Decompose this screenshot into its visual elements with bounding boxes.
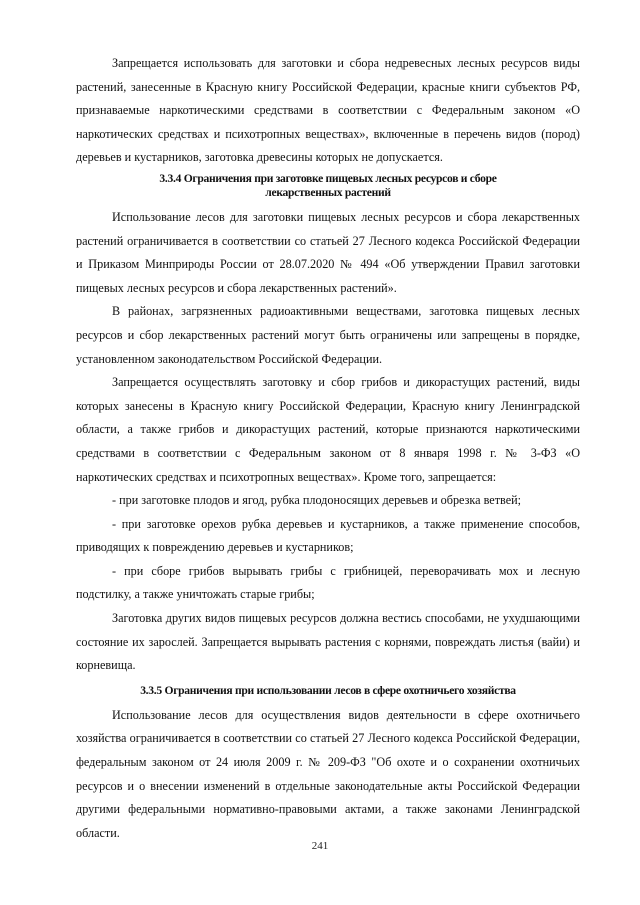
- paragraph: Использование лесов для осуществления видов деятельности в сфере охотничьего хозяйства ограничивается в соответствии со статьей 27 Лесного кодекса Российской Федерации, федеральным законом от 24 июля 2009 г. № 209-ФЗ "Об охоте и о сохранении охотничьих ресурсов и о внесении изменений в отдельные законодательные акты Российской Федерации другими федеральными нормативно-правовыми актами, а также законами Ленинградской области.: [76, 707, 580, 840]
- list-item: - при заготовке плодов и ягод, рубка плодоносящих деревьев и обрезка ветвей;: [112, 493, 522, 508]
- list-item: - при заготовке орехов рубка деревьев и кустарников, а также применение способов, приводящих к повреждению деревьев и кустарников;: [76, 516, 580, 555]
- paragraph: В районах, загрязненных радиоактивными веществами, заготовка пищевых лесных ресурсов и сбор лекарственных растений могут быть ограничены или запрещены в порядке, установленном законодательством Российской Федерации.: [76, 304, 580, 366]
- page-number: 241: [311, 840, 329, 852]
- paragraph: Запрещается осуществлять заготовку и сбор грибов и дикорастущих растений, виды которых занесены в Красную книгу Российской Федерации, Красную книгу Ленинградской области, а также грибов и дикорастущих растений, которые признаются наркотическими средствами в соответствии с Федеральным законом от 8 января 1998 г. № 3-ФЗ «О наркотических средствах и психотропных веществах». Кроме того, запрещается:: [76, 375, 580, 484]
- paragraph: Использование лесов для заготовки пищевых лесных ресурсов и сбора лекарственных растений ограничивается в соответствии со статьей 27 Лесного кодекса Российской Федерации и Приказом Минприроды России от 28.07.2020 № 494 «Об утверждении Правил заготовки пищевых лесных ресурсов и сбора лекарственных растений».: [76, 209, 580, 295]
- heading-line: 3.3.4 Ограничения при заготовке пищевых лесных ресурсов и сборе: [159, 171, 497, 185]
- list-item: - при сборе грибов вырывать грибы с грибницей, переворачивать мох и лесную подстилку, а также уничтожать старые грибы;: [76, 563, 580, 602]
- paragraph: Заготовка других видов пищевых ресурсов должна вестись способами, не ухудшающими состояние их зарослей. Запрещается вырывать растения с корнями, повреждать листья (вайи) и корневища.: [76, 611, 580, 673]
- section-heading-3-3-5: [76, 684, 580, 698]
- heading-line: лекарственных растений: [265, 185, 391, 199]
- document-page: [76, 52, 580, 845]
- paragraph: Запрещается использовать для заготовки и сбора недревесных лесных ресурсов виды растений, занесенные в Красную книгу Российской Федерации, красные книги субъектов РФ, признаваемые наркотическими средствами в соответствии с Федеральным законом «О наркотических средствах и психотропных веществах», включенные в перечень видов (пород) деревьев и кустарников, заготовка древесины которых не допускается.: [76, 56, 580, 165]
- heading-line: 3.3.5 Ограничения при использовании лесов в сфере охотничьего хозяйства: [140, 683, 516, 697]
- section-heading-3-3-4: [76, 172, 580, 200]
